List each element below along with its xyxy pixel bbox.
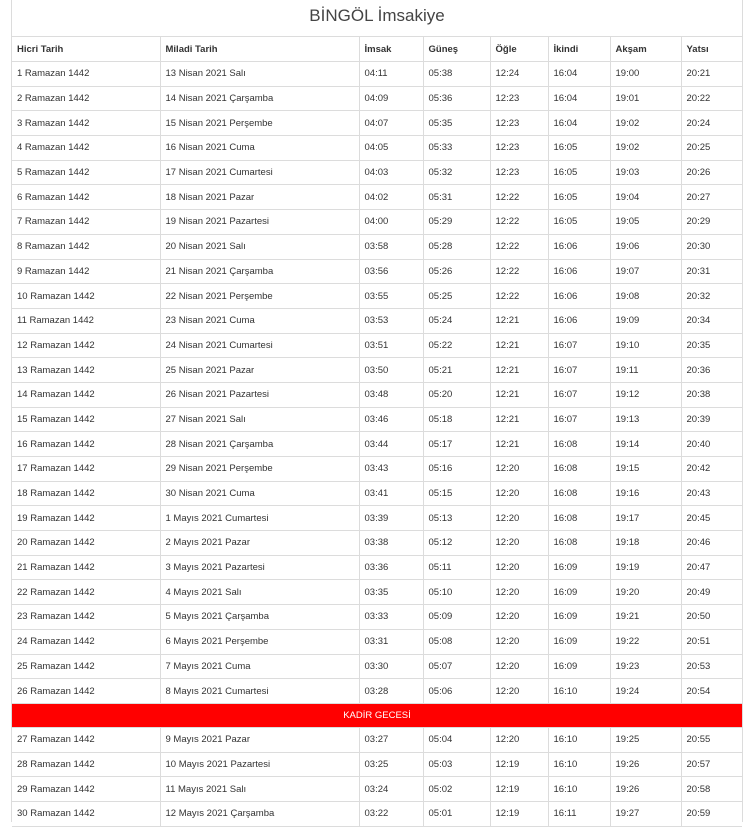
- imsak-cell: 03:38: [359, 531, 423, 556]
- hicri-tarih-cell: 29 Ramazan 1442: [12, 777, 160, 802]
- imsak-cell: 04:05: [359, 136, 423, 161]
- hicri-tarih-cell: 15 Ramazan 1442: [12, 407, 160, 432]
- miladi-tarih-cell: 22 Nisan 2021 Perşembe: [160, 284, 359, 309]
- gunes-cell: 05:16: [423, 457, 490, 482]
- miladi-tarih-cell: 1 Mayıs 2021 Cumartesi: [160, 506, 359, 531]
- ogle-cell: 12:21: [490, 358, 548, 383]
- header-ikindi: İkindi: [548, 37, 610, 62]
- yatsi-cell: 20:27: [681, 185, 742, 210]
- ikindi-cell: 16:10: [548, 679, 610, 704]
- aksam-cell: 19:04: [610, 185, 681, 210]
- miladi-tarih-cell: 15 Nisan 2021 Perşembe: [160, 111, 359, 136]
- miladi-tarih-cell: 9 Mayıs 2021 Pazar: [160, 727, 359, 752]
- page-title: BİNGÖL İmsakiye: [12, 0, 742, 37]
- imsak-cell: 03:30: [359, 654, 423, 679]
- aksam-cell: 19:26: [610, 777, 681, 802]
- hicri-tarih-cell: 26 Ramazan 1442: [12, 679, 160, 704]
- yatsi-cell: 20:29: [681, 210, 742, 235]
- ikindi-cell: 16:08: [548, 457, 610, 482]
- ikindi-cell: 16:05: [548, 185, 610, 210]
- imsak-cell: 03:31: [359, 629, 423, 654]
- ogle-cell: 12:20: [490, 605, 548, 630]
- ikindi-cell: 16:06: [548, 259, 610, 284]
- table-row: [12, 457, 742, 482]
- yatsi-cell: 20:50: [681, 605, 742, 630]
- gunes-cell: 05:33: [423, 136, 490, 161]
- table-row: [12, 506, 742, 531]
- table-row: [12, 481, 742, 506]
- imsak-cell: 03:46: [359, 407, 423, 432]
- gunes-cell: 05:36: [423, 86, 490, 111]
- header-hicri-tarih: Hicri Tarih: [12, 37, 160, 62]
- hicri-tarih-cell: 6 Ramazan 1442: [12, 185, 160, 210]
- ikindi-cell: 16:05: [548, 160, 610, 185]
- miladi-tarih-cell: 27 Nisan 2021 Salı: [160, 407, 359, 432]
- yatsi-cell: 20:30: [681, 234, 742, 259]
- yatsi-cell: 20:40: [681, 432, 742, 457]
- hicri-tarih-cell: 11 Ramazan 1442: [12, 308, 160, 333]
- miladi-tarih-cell: 14 Nisan 2021 Çarşamba: [160, 86, 359, 111]
- hicri-tarih-cell: 8 Ramazan 1442: [12, 234, 160, 259]
- ikindi-cell: 16:07: [548, 382, 610, 407]
- gunes-cell: 05:04: [423, 727, 490, 752]
- table-row: [12, 727, 742, 752]
- table-row: [12, 407, 742, 432]
- header-aksam: Akşam: [610, 37, 681, 62]
- yatsi-cell: 20:45: [681, 506, 742, 531]
- aksam-cell: 19:24: [610, 679, 681, 704]
- imsak-cell: 03:35: [359, 580, 423, 605]
- ogle-cell: 12:21: [490, 382, 548, 407]
- gunes-cell: 05:09: [423, 605, 490, 630]
- imsak-cell: 04:03: [359, 160, 423, 185]
- miladi-tarih-cell: 19 Nisan 2021 Pazartesi: [160, 210, 359, 235]
- ogle-cell: 12:20: [490, 629, 548, 654]
- gunes-cell: 05:17: [423, 432, 490, 457]
- hicri-tarih-cell: 1 Ramazan 1442: [12, 62, 160, 87]
- table-row: [12, 284, 742, 309]
- table-row: [12, 801, 742, 826]
- miladi-tarih-cell: 3 Mayıs 2021 Pazartesi: [160, 555, 359, 580]
- aksam-cell: 19:17: [610, 506, 681, 531]
- miladi-tarih-cell: 17 Nisan 2021 Cumartesi: [160, 160, 359, 185]
- hicri-tarih-cell: 4 Ramazan 1442: [12, 136, 160, 161]
- gunes-cell: 05:20: [423, 382, 490, 407]
- ikindi-cell: 16:11: [548, 801, 610, 826]
- aksam-cell: 19:12: [610, 382, 681, 407]
- ikindi-cell: 16:09: [548, 555, 610, 580]
- gunes-cell: 05:02: [423, 777, 490, 802]
- miladi-tarih-cell: 18 Nisan 2021 Pazar: [160, 185, 359, 210]
- ogle-cell: 12:20: [490, 457, 548, 482]
- imsak-cell: 04:02: [359, 185, 423, 210]
- hicri-tarih-cell: 7 Ramazan 1442: [12, 210, 160, 235]
- miladi-tarih-cell: 8 Mayıs 2021 Cumartesi: [160, 679, 359, 704]
- ogle-cell: 12:21: [490, 407, 548, 432]
- ogle-cell: 12:21: [490, 432, 548, 457]
- header-ogle: Öğle: [490, 37, 548, 62]
- ogle-cell: 12:24: [490, 62, 548, 87]
- yatsi-cell: 20:36: [681, 358, 742, 383]
- yatsi-cell: 20:43: [681, 481, 742, 506]
- table-row: [12, 752, 742, 777]
- gunes-cell: 05:25: [423, 284, 490, 309]
- ogle-cell: 12:23: [490, 86, 548, 111]
- ogle-cell: 12:22: [490, 210, 548, 235]
- hicri-tarih-cell: 13 Ramazan 1442: [12, 358, 160, 383]
- header-miladi-tarih: Miladi Tarih: [160, 37, 359, 62]
- table-row: [12, 358, 742, 383]
- ikindi-cell: 16:07: [548, 358, 610, 383]
- gunes-cell: 05:03: [423, 752, 490, 777]
- ogle-cell: 12:20: [490, 481, 548, 506]
- hicri-tarih-cell: 30 Ramazan 1442: [12, 801, 160, 826]
- aksam-cell: 19:07: [610, 259, 681, 284]
- gunes-cell: 05:26: [423, 259, 490, 284]
- imsak-cell: 03:22: [359, 801, 423, 826]
- ogle-cell: 12:21: [490, 308, 548, 333]
- aksam-cell: 19:08: [610, 284, 681, 309]
- gunes-cell: 05:08: [423, 629, 490, 654]
- ikindi-cell: 16:09: [548, 580, 610, 605]
- imsak-cell: 04:11: [359, 62, 423, 87]
- aksam-cell: 19:11: [610, 358, 681, 383]
- imsak-cell: 03:56: [359, 259, 423, 284]
- yatsi-cell: 20:25: [681, 136, 742, 161]
- yatsi-cell: 20:34: [681, 308, 742, 333]
- ikindi-cell: 16:06: [548, 308, 610, 333]
- gunes-cell: 05:07: [423, 654, 490, 679]
- gunes-cell: 05:32: [423, 160, 490, 185]
- header-gunes: Güneş: [423, 37, 490, 62]
- aksam-cell: 19:09: [610, 308, 681, 333]
- imsak-cell: 04:09: [359, 86, 423, 111]
- hicri-tarih-cell: 23 Ramazan 1442: [12, 605, 160, 630]
- gunes-cell: 05:24: [423, 308, 490, 333]
- ikindi-cell: 16:09: [548, 605, 610, 630]
- ogle-cell: 12:20: [490, 531, 548, 556]
- ikindi-cell: 16:08: [548, 506, 610, 531]
- gunes-cell: 05:01: [423, 801, 490, 826]
- table-row: [12, 160, 742, 185]
- imsak-cell: 03:33: [359, 605, 423, 630]
- miladi-tarih-cell: 12 Mayıs 2021 Çarşamba: [160, 801, 359, 826]
- ogle-cell: 12:19: [490, 752, 548, 777]
- hicri-tarih-cell: 19 Ramazan 1442: [12, 506, 160, 531]
- hicri-tarih-cell: 27 Ramazan 1442: [12, 727, 160, 752]
- imsakiye-container: [11, 0, 743, 822]
- aksam-cell: 19:26: [610, 752, 681, 777]
- yatsi-cell: 20:54: [681, 679, 742, 704]
- table-row: [12, 111, 742, 136]
- imsak-cell: 04:00: [359, 210, 423, 235]
- table-row: [12, 432, 742, 457]
- imsak-cell: 03:53: [359, 308, 423, 333]
- ogle-cell: 12:23: [490, 160, 548, 185]
- aksam-cell: 19:14: [610, 432, 681, 457]
- aksam-cell: 19:10: [610, 333, 681, 358]
- table-row: [12, 86, 742, 111]
- gunes-cell: 05:13: [423, 506, 490, 531]
- hicri-tarih-cell: 24 Ramazan 1442: [12, 629, 160, 654]
- ikindi-cell: 16:04: [548, 111, 610, 136]
- miladi-tarih-cell: 13 Nisan 2021 Salı: [160, 62, 359, 87]
- ikindi-cell: 16:05: [548, 136, 610, 161]
- aksam-cell: 19:18: [610, 531, 681, 556]
- hicri-tarih-cell: 25 Ramazan 1442: [12, 654, 160, 679]
- hicri-tarih-cell: 18 Ramazan 1442: [12, 481, 160, 506]
- table-row: [12, 531, 742, 556]
- gunes-cell: 05:21: [423, 358, 490, 383]
- ikindi-cell: 16:04: [548, 86, 610, 111]
- imsak-cell: 03:58: [359, 234, 423, 259]
- yatsi-cell: 20:59: [681, 801, 742, 826]
- table-row: [12, 210, 742, 235]
- header-yatsi: Yatsı: [681, 37, 742, 62]
- miladi-tarih-cell: 30 Nisan 2021 Cuma: [160, 481, 359, 506]
- aksam-cell: 19:27: [610, 801, 681, 826]
- gunes-cell: 05:15: [423, 481, 490, 506]
- ogle-cell: 12:21: [490, 333, 548, 358]
- yatsi-cell: 20:26: [681, 160, 742, 185]
- aksam-cell: 19:15: [610, 457, 681, 482]
- imsak-cell: 03:39: [359, 506, 423, 531]
- ikindi-cell: 16:07: [548, 407, 610, 432]
- gunes-cell: 05:38: [423, 62, 490, 87]
- hicri-tarih-cell: 20 Ramazan 1442: [12, 531, 160, 556]
- gunes-cell: 05:12: [423, 531, 490, 556]
- aksam-cell: 19:16: [610, 481, 681, 506]
- ikindi-cell: 16:08: [548, 531, 610, 556]
- aksam-cell: 19:02: [610, 136, 681, 161]
- table-row: [12, 234, 742, 259]
- ikindi-cell: 16:09: [548, 629, 610, 654]
- yatsi-cell: 20:57: [681, 752, 742, 777]
- miladi-tarih-cell: 4 Mayıs 2021 Salı: [160, 580, 359, 605]
- ogle-cell: 12:22: [490, 185, 548, 210]
- yatsi-cell: 20:49: [681, 580, 742, 605]
- ogle-cell: 12:20: [490, 727, 548, 752]
- table-body: [12, 62, 742, 827]
- ogle-cell: 12:20: [490, 654, 548, 679]
- aksam-cell: 19:25: [610, 727, 681, 752]
- imsak-cell: 03:28: [359, 679, 423, 704]
- gunes-cell: 05:35: [423, 111, 490, 136]
- miladi-tarih-cell: 2 Mayıs 2021 Pazar: [160, 531, 359, 556]
- ikindi-cell: 16:06: [548, 234, 610, 259]
- hicri-tarih-cell: 5 Ramazan 1442: [12, 160, 160, 185]
- table-row: [12, 382, 742, 407]
- aksam-cell: 19:02: [610, 111, 681, 136]
- hicri-tarih-cell: 16 Ramazan 1442: [12, 432, 160, 457]
- imsak-cell: 03:25: [359, 752, 423, 777]
- miladi-tarih-cell: 16 Nisan 2021 Cuma: [160, 136, 359, 161]
- yatsi-cell: 20:21: [681, 62, 742, 87]
- yatsi-cell: 20:42: [681, 457, 742, 482]
- aksam-cell: 19:01: [610, 86, 681, 111]
- ogle-cell: 12:19: [490, 777, 548, 802]
- imsak-cell: 03:24: [359, 777, 423, 802]
- table-row: [12, 605, 742, 630]
- yatsi-cell: 20:51: [681, 629, 742, 654]
- table-row: [12, 654, 742, 679]
- yatsi-cell: 20:22: [681, 86, 742, 111]
- imsak-cell: 03:27: [359, 727, 423, 752]
- table-row: [12, 259, 742, 284]
- ikindi-cell: 16:10: [548, 727, 610, 752]
- hicri-tarih-cell: 21 Ramazan 1442: [12, 555, 160, 580]
- yatsi-cell: 20:38: [681, 382, 742, 407]
- yatsi-cell: 20:53: [681, 654, 742, 679]
- miladi-tarih-cell: 20 Nisan 2021 Salı: [160, 234, 359, 259]
- ikindi-cell: 16:09: [548, 654, 610, 679]
- aksam-cell: 19:03: [610, 160, 681, 185]
- miladi-tarih-cell: 23 Nisan 2021 Cuma: [160, 308, 359, 333]
- hicri-tarih-cell: 10 Ramazan 1442: [12, 284, 160, 309]
- ikindi-cell: 16:10: [548, 777, 610, 802]
- ogle-cell: 12:22: [490, 234, 548, 259]
- miladi-tarih-cell: 24 Nisan 2021 Cumartesi: [160, 333, 359, 358]
- gunes-cell: 05:11: [423, 555, 490, 580]
- ogle-cell: 12:20: [490, 580, 548, 605]
- table-row: [12, 308, 742, 333]
- ogle-cell: 12:19: [490, 801, 548, 826]
- miladi-tarih-cell: 21 Nisan 2021 Çarşamba: [160, 259, 359, 284]
- imsak-cell: 03:50: [359, 358, 423, 383]
- aksam-cell: 19:05: [610, 210, 681, 235]
- table-row: [12, 185, 742, 210]
- miladi-tarih-cell: 10 Mayıs 2021 Pazartesi: [160, 752, 359, 777]
- table-row: [12, 136, 742, 161]
- table-row: [12, 777, 742, 802]
- kadir-gecesi-label: KADİR GECESİ: [12, 703, 742, 727]
- ogle-cell: 12:20: [490, 555, 548, 580]
- miladi-tarih-cell: 6 Mayıs 2021 Perşembe: [160, 629, 359, 654]
- ogle-cell: 12:22: [490, 284, 548, 309]
- gunes-cell: 05:22: [423, 333, 490, 358]
- ikindi-cell: 16:08: [548, 432, 610, 457]
- imsak-cell: 04:07: [359, 111, 423, 136]
- hicri-tarih-cell: 12 Ramazan 1442: [12, 333, 160, 358]
- yatsi-cell: 20:32: [681, 284, 742, 309]
- hicri-tarih-cell: 9 Ramazan 1442: [12, 259, 160, 284]
- hicri-tarih-cell: 28 Ramazan 1442: [12, 752, 160, 777]
- hicri-tarih-cell: 3 Ramazan 1442: [12, 111, 160, 136]
- imsak-cell: 03:51: [359, 333, 423, 358]
- header-imsak: İmsak: [359, 37, 423, 62]
- kadir-gecesi-row: [12, 703, 742, 727]
- yatsi-cell: 20:39: [681, 407, 742, 432]
- yatsi-cell: 20:55: [681, 727, 742, 752]
- ikindi-cell: 16:07: [548, 333, 610, 358]
- gunes-cell: 05:18: [423, 407, 490, 432]
- ikindi-cell: 16:05: [548, 210, 610, 235]
- aksam-cell: 19:21: [610, 605, 681, 630]
- table-row: [12, 679, 742, 704]
- table-row: [12, 629, 742, 654]
- imsak-cell: 03:41: [359, 481, 423, 506]
- hicri-tarih-cell: 17 Ramazan 1442: [12, 457, 160, 482]
- ikindi-cell: 16:08: [548, 481, 610, 506]
- table-row: [12, 555, 742, 580]
- ikindi-cell: 16:10: [548, 752, 610, 777]
- yatsi-cell: 20:35: [681, 333, 742, 358]
- imsak-cell: 03:55: [359, 284, 423, 309]
- ogle-cell: 12:23: [490, 111, 548, 136]
- gunes-cell: 05:10: [423, 580, 490, 605]
- ikindi-cell: 16:06: [548, 284, 610, 309]
- gunes-cell: 05:29: [423, 210, 490, 235]
- yatsi-cell: 20:58: [681, 777, 742, 802]
- yatsi-cell: 20:46: [681, 531, 742, 556]
- miladi-tarih-cell: 29 Nisan 2021 Perşembe: [160, 457, 359, 482]
- aksam-cell: 19:20: [610, 580, 681, 605]
- table-row: [12, 62, 742, 87]
- ikindi-cell: 16:04: [548, 62, 610, 87]
- hicri-tarih-cell: 2 Ramazan 1442: [12, 86, 160, 111]
- miladi-tarih-cell: 26 Nisan 2021 Pazartesi: [160, 382, 359, 407]
- yatsi-cell: 20:47: [681, 555, 742, 580]
- imsak-cell: 03:36: [359, 555, 423, 580]
- ogle-cell: 12:23: [490, 136, 548, 161]
- table-row: [12, 580, 742, 605]
- imsakiye-table: [12, 37, 742, 827]
- imsak-cell: 03:43: [359, 457, 423, 482]
- gunes-cell: 05:31: [423, 185, 490, 210]
- aksam-cell: 19:00: [610, 62, 681, 87]
- table-row: [12, 333, 742, 358]
- miladi-tarih-cell: 7 Mayıs 2021 Cuma: [160, 654, 359, 679]
- yatsi-cell: 20:24: [681, 111, 742, 136]
- aksam-cell: 19:22: [610, 629, 681, 654]
- aksam-cell: 19:13: [610, 407, 681, 432]
- yatsi-cell: 20:31: [681, 259, 742, 284]
- miladi-tarih-cell: 28 Nisan 2021 Çarşamba: [160, 432, 359, 457]
- gunes-cell: 05:06: [423, 679, 490, 704]
- miladi-tarih-cell: 25 Nisan 2021 Pazar: [160, 358, 359, 383]
- table-header-row: [12, 37, 742, 62]
- aksam-cell: 19:19: [610, 555, 681, 580]
- hicri-tarih-cell: 22 Ramazan 1442: [12, 580, 160, 605]
- hicri-tarih-cell: 14 Ramazan 1442: [12, 382, 160, 407]
- miladi-tarih-cell: 5 Mayıs 2021 Çarşamba: [160, 605, 359, 630]
- ogle-cell: 12:20: [490, 679, 548, 704]
- ogle-cell: 12:20: [490, 506, 548, 531]
- gunes-cell: 05:28: [423, 234, 490, 259]
- aksam-cell: 19:23: [610, 654, 681, 679]
- imsak-cell: 03:44: [359, 432, 423, 457]
- ogle-cell: 12:22: [490, 259, 548, 284]
- aksam-cell: 19:06: [610, 234, 681, 259]
- imsak-cell: 03:48: [359, 382, 423, 407]
- miladi-tarih-cell: 11 Mayıs 2021 Salı: [160, 777, 359, 802]
